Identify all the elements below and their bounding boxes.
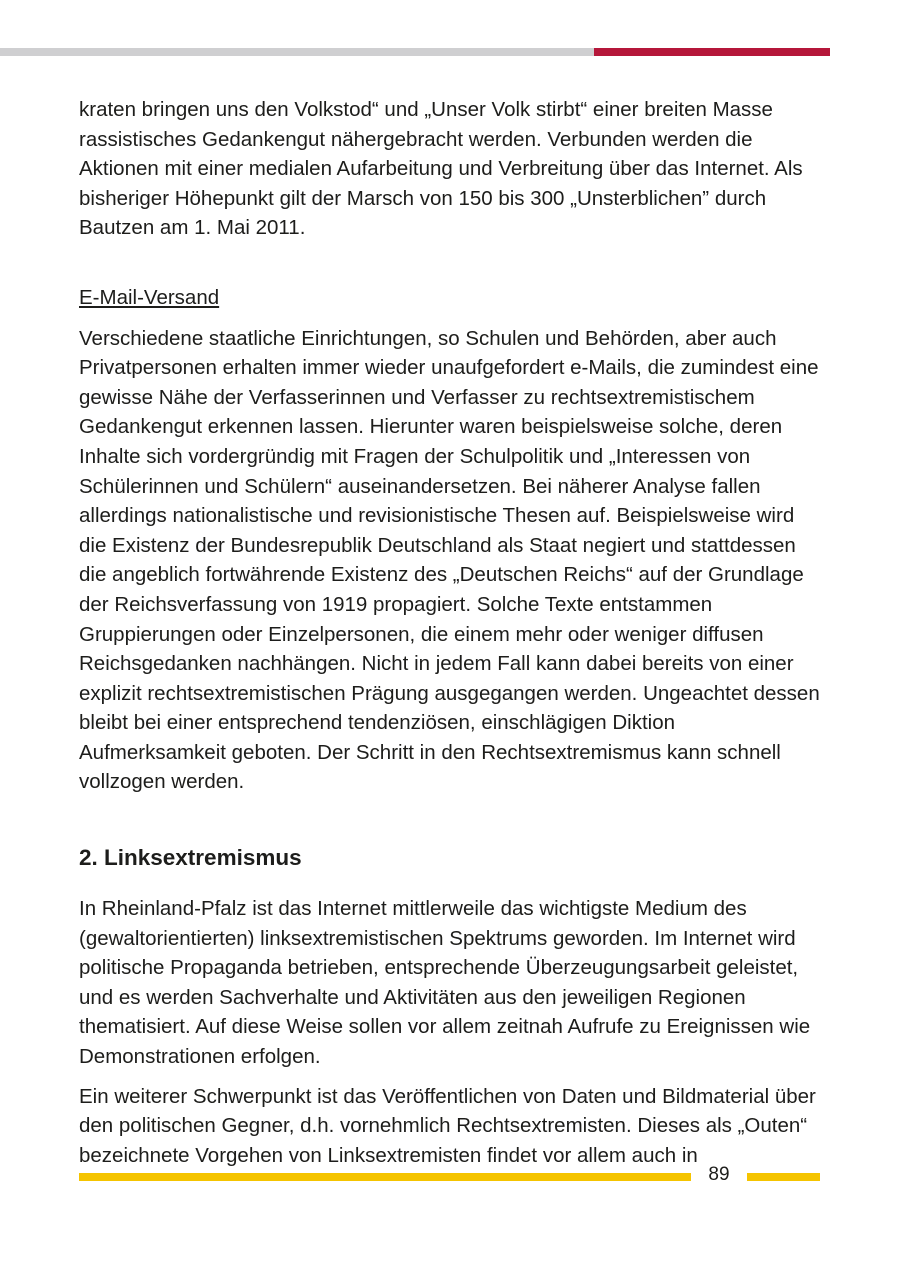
footer-rule-right bbox=[747, 1173, 820, 1181]
paragraph-linksextremismus-2: Ein weiterer Schwerpunkt ist das Veröffentlichen von Daten und Bildmaterial über den politischen Gegner, d.h. vornehmlich Rechtsextremisten. Dieses als „Outen“ bezeichnete Vorgehen von Linksextremisten findet vor allem auch in bbox=[79, 1084, 816, 1167]
paragraph-email-versand: Verschiedene staatliche Einrichtungen, so Schulen und Behörden, aber auch Privatpersonen erhalten immer wieder unaufgefordert e-Mails, die zumindest eine gewisse Nähe der Verfasserinnen und Verfasser zu rechtsextremistischem Gedankengut erkennen lassen. Hierunter waren beispielsweise solche, deren Inhalte sich vordergründig mit Fragen der Schulpolitik und „Interessen von Schülerinnen und Schülern“ auseinandersetzen. Bei näherer Analyse fallen allerdings nationalistische und revisionistische Thesen auf. Beispielsweise wird die Existenz der Bundesrepublik Deutschland als Staat negiert und stattdessen die angeblich fortwährende Existenz des „Deutschen Reichs“ auf der Grundlage der Reichsverfassung von 1919 propagiert. Solche Texte entstammen Gruppierungen oder Einzelpersonen, die einem mehr oder weniger diffusen Reichsgedanken nachhängen. Nicht in jedem Fall kann dabei bereits von einer explizit rechtsextremistischen Prägung ausgegangen werden. Ungeachtet dessen bleibt bei einer entsprechend tendenziösen, einschlägigen Diktion Aufmerksamkeit geboten. Der Schritt in den Rechtsextremismus kann schnell vollzogen werden. bbox=[79, 326, 820, 794]
footer-rule-left bbox=[79, 1173, 691, 1181]
section-title-linksextremismus: 2. Linksextremismus bbox=[79, 845, 302, 871]
paragraph-linksextremismus-1: In Rheinland-Pfalz ist das Internet mittlerweile das wichtigste Medium des (gewaltorientierten) linksextremistischen Spektrums geworden. Im Internet wird politische Propaganda betrieben, entsprechende Überzeugungsarbeit geleistet, und es werden Sachverhalte und Aktivitäten aus den jeweiligen Regionen thematisiert. Auf diese Weise sollen vor allem zeitnah Aufrufe zu Ereignissen wie Demonstrationen erfolgen. bbox=[79, 897, 811, 1069]
page-number: 89 bbox=[708, 1164, 730, 1185]
paragraph-intro: kraten bringen uns den Volkstod“ und „Unser Volk stirbt“ einer breiten Masse rassistisches Gedankengut nähergebracht werden. Verbunden werden die Aktionen mit einer medialen Aufarbeitung und Verbreitung über das Internet. Als bisheriger Höhepunkt gilt der Marsch von 150 bis 300 „Unsterblichen” durch Bautzen am 1. Mai 2011. bbox=[79, 98, 803, 240]
page-body bbox=[79, 95, 824, 1170]
header-rule-red bbox=[594, 48, 830, 56]
subheading-email-versand: E-Mail-Versand bbox=[79, 285, 220, 309]
header-rule-gray bbox=[0, 48, 594, 56]
